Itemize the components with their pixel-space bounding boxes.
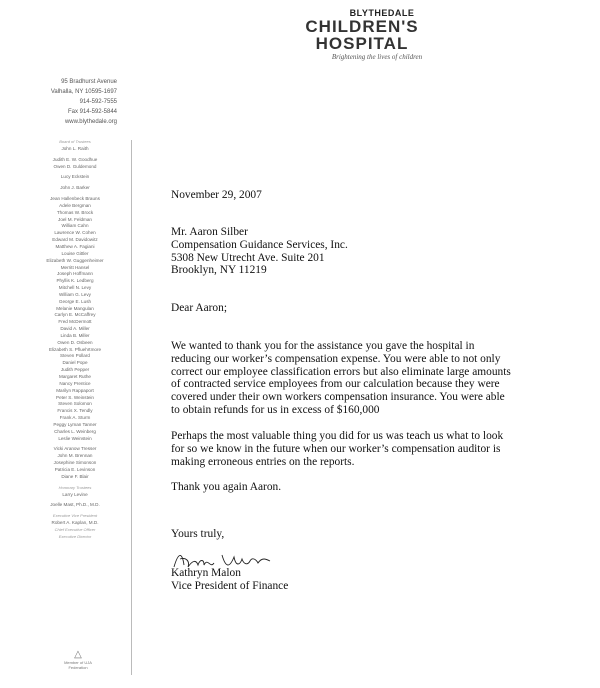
sidebar-name: Steven Solomon bbox=[58, 401, 92, 407]
paragraph-line: We wanted to thank you for the assistance you gave the hospital in bbox=[171, 340, 475, 352]
sidebar-name: Robert A. Kaplan, M.D. bbox=[51, 520, 99, 526]
sidebar-name: Vicki Aranow Tresser bbox=[53, 446, 97, 452]
sidebar-name: Owen D. Osbeen bbox=[57, 339, 93, 345]
sidebar-name: Peggy Lyman Tanner bbox=[53, 421, 97, 427]
sidebar-name: Joelle Mast, Ph.D., M.D. bbox=[50, 502, 100, 508]
sidebar-name: Owen D. Guldemond bbox=[53, 163, 97, 169]
sidebar-name: Diane F. Blair bbox=[61, 473, 89, 479]
sidebar-name: Elizabeth W. Guggenheimer bbox=[46, 257, 104, 263]
sidebar-name: Lucy Eckstein bbox=[60, 174, 90, 180]
sidebar-name: Judith E. W. Goodhue bbox=[52, 156, 98, 162]
sidebar-name: Joseph Hoffmann bbox=[57, 271, 93, 277]
signature-block bbox=[171, 567, 288, 593]
signer-title: Vice President of Finance bbox=[171, 579, 289, 592]
paragraph-line: for so we know in the future when our worker’s compensation auditor is bbox=[171, 442, 501, 455]
sidebar-divider bbox=[131, 140, 132, 675]
recipient-company: Compensation Guidance Services, Inc. bbox=[171, 238, 348, 251]
sidebar-name: Marilyn Rappaport bbox=[56, 387, 94, 393]
sidebar-subtitle: Chief Executive Officer bbox=[54, 526, 96, 532]
letter-date: November 29, 2007 bbox=[171, 189, 262, 201]
sidebar-name: Matthew A. Fagiani bbox=[55, 243, 95, 249]
address-website: www.blythedale.org bbox=[64, 119, 117, 125]
sidebar-name: Merritt Hansel bbox=[60, 264, 90, 270]
paragraph-1 bbox=[171, 340, 511, 417]
paragraph-2 bbox=[171, 430, 503, 468]
sidebar-name: Judith Pepper bbox=[60, 367, 90, 373]
sidebar-name: Adele Bergman bbox=[59, 202, 91, 208]
sidebar-subtitle: Executive Director bbox=[58, 533, 92, 539]
signer-name: Kathryn Malon bbox=[171, 567, 241, 579]
sidebar-name: Patricia E. Levinson bbox=[54, 466, 96, 472]
sidebar-name: Josephine Simonson bbox=[53, 460, 97, 466]
sidebar-name: Francis X. Tendly bbox=[57, 408, 93, 414]
paragraph-line: of contracted service employees from our calculation because they were bbox=[171, 378, 500, 391]
logo-top-text: BLYTHEDALE bbox=[349, 8, 415, 18]
sidebar-name: Peter S. Weinstein bbox=[56, 394, 94, 400]
sidebar-name: Charles L. Weinberg bbox=[54, 428, 96, 434]
paragraph-line: Perhaps the most valuable thing you did for us was teach us what to look bbox=[171, 430, 504, 442]
sidebar-name: William Cahn bbox=[61, 223, 89, 229]
hospital-address bbox=[37, 77, 117, 127]
logo-line-1: CHILDREN'S bbox=[305, 17, 419, 36]
recipient-address bbox=[171, 226, 348, 277]
uja-federation-mark bbox=[63, 650, 93, 670]
sidebar-name: John J. Barker bbox=[60, 185, 90, 191]
sidebar-name: Larry Levine bbox=[62, 491, 88, 497]
paragraph-line: correct our employee classification errors but also eliminate large amounts bbox=[171, 365, 511, 378]
address-phone: 914-592-7555 bbox=[79, 99, 117, 105]
footer-caption: Member of UJA Federation bbox=[64, 660, 92, 670]
sidebar-name: David A. Miller bbox=[60, 326, 90, 332]
sidebar-name: Linda B. Miller bbox=[60, 332, 90, 338]
sidebar-name: Edward M. Davidowitz bbox=[52, 237, 98, 243]
paragraph-line: covered under their own workers compensation insurance. You were able bbox=[171, 391, 505, 404]
sidebar-section-header: Honorary Trustees bbox=[58, 484, 92, 490]
sidebar-name: Daniel Pope bbox=[62, 360, 88, 366]
sidebar-name: Elizabeth S. Pfluehrtmore bbox=[48, 346, 102, 352]
paragraph-line: making erroneous entries on the reports. bbox=[171, 455, 355, 468]
paragraph-3: Thank you again Aaron. bbox=[171, 481, 282, 493]
sidebar-name: Frank A. Sturm bbox=[59, 415, 91, 421]
address-fax: Fax 914-592-5844 bbox=[67, 109, 117, 115]
closing: Yours truly, bbox=[171, 528, 225, 540]
paragraph-line: to obtain refunds for us in excess of $160,000 bbox=[171, 403, 380, 416]
sidebar-name: Steven Pollard bbox=[60, 353, 90, 359]
trustees-sidebar bbox=[25, 139, 125, 541]
sidebar-section-header: Executive Vice President bbox=[52, 513, 98, 519]
sidebar-name: George E. Lush bbox=[58, 298, 92, 304]
sidebar-name: Margaret Ruthe bbox=[59, 374, 91, 379]
sidebar-name: Joel M. Feldman bbox=[58, 216, 92, 222]
flame-logo-icon: △ bbox=[74, 649, 82, 660]
logo-tagline: Brightening the lives of children bbox=[331, 53, 423, 61]
recipient-name: Mr. Aaron Silber bbox=[171, 226, 248, 238]
sidebar-name: Leslie Weinstein bbox=[58, 435, 92, 441]
sidebar-name: William G. Levy bbox=[59, 291, 91, 297]
sidebar-name: Thomas W. Brock bbox=[56, 209, 94, 215]
address-line: 95 Bradhurst Avenue bbox=[61, 79, 117, 85]
recipient-city: Brooklyn, NY 11219 bbox=[171, 264, 267, 277]
recipient-street: 5308 New Utrecht Ave. Suite 201 bbox=[171, 251, 325, 264]
sidebar-name: Phyllis K. Ledberg bbox=[56, 278, 94, 284]
sidebar-name: Lawrence W. Cohen bbox=[54, 230, 96, 236]
sidebar-name: Fred McDermott bbox=[58, 319, 92, 325]
sidebar-name: Melanie Mangulan bbox=[56, 305, 94, 311]
salutation: Dear Aaron; bbox=[171, 302, 227, 314]
sidebar-name: Carlyn E. McCaffrey bbox=[54, 312, 96, 318]
sidebar-section-header: Board of Trustees bbox=[59, 139, 91, 144]
hospital-logo bbox=[282, 8, 442, 61]
paragraph-line: reducing our worker’s compensation expense. You were able to not only bbox=[171, 352, 501, 365]
sidebar-name: Mitchell N. Levy bbox=[58, 285, 92, 291]
sidebar-name: Louise Gittler bbox=[61, 250, 89, 256]
logo-line-2: HOSPITAL bbox=[315, 34, 409, 53]
sidebar-name: Jean Hallenbeck Brauns bbox=[50, 196, 100, 202]
sidebar-name: Nancy Prentice bbox=[59, 380, 91, 386]
sidebar-name: John M. Brennan bbox=[57, 453, 93, 459]
sidebar-name: John L. Raith bbox=[61, 145, 89, 151]
address-line: Valhalla, NY 10595-1697 bbox=[50, 89, 117, 95]
